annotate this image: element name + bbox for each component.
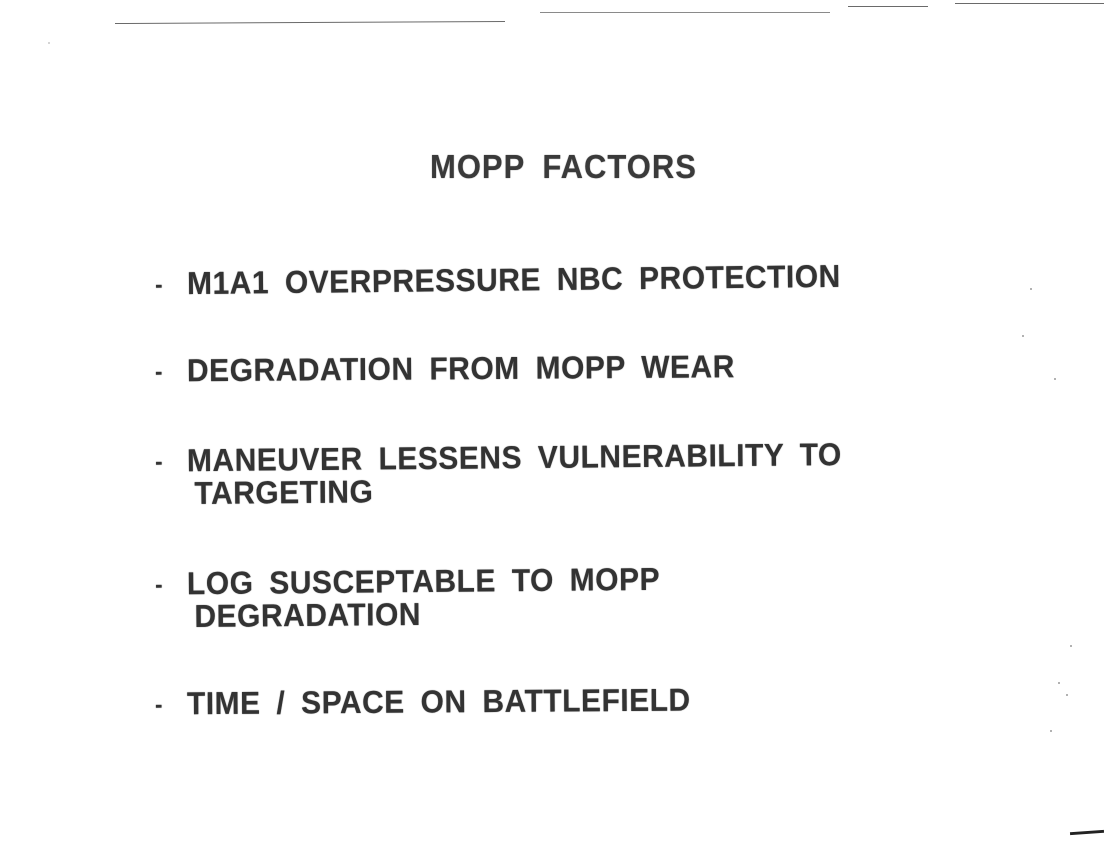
scan-speck	[1050, 730, 1052, 732]
scan-speck	[48, 42, 50, 44]
scan-speck	[1022, 335, 1024, 337]
list-item-text-continued: TARGETING	[194, 474, 374, 512]
scan-edge-line	[955, 3, 1104, 4]
scan-speck	[1030, 288, 1032, 290]
list-item-text-continued: DEGRADATION	[194, 597, 422, 635]
list-item-text: MANEUVER LESSENS VULNERABILITY TO	[186, 437, 842, 479]
scan-speck	[1058, 682, 1060, 684]
list-item-text: LOG SUSCEPTABLE TO MOPP	[186, 562, 661, 602]
bullet-marker: -	[155, 571, 164, 598]
scan-edge-line	[115, 21, 505, 24]
slide-title: MOPP FACTORS	[430, 148, 697, 186]
list-item-text: DEGRADATION FROM MOPP WEAR	[186, 349, 735, 389]
scan-edge-line	[540, 12, 830, 13]
bullet-marker: -	[155, 358, 164, 385]
scan-speck	[1054, 378, 1056, 380]
scan-speck	[1070, 645, 1072, 647]
list-item	[155, 439, 842, 511]
list-item	[155, 684, 691, 721]
list-item	[155, 563, 660, 633]
list-item-text: TIME / SPACE ON BATTLEFIELD	[186, 682, 691, 722]
scan-edge-line	[848, 6, 928, 7]
bullet-marker: -	[155, 448, 164, 475]
bullet-marker: -	[155, 691, 164, 718]
list-item	[155, 351, 735, 388]
scan-corner-mark	[1070, 830, 1104, 835]
list-item	[155, 260, 841, 300]
list-item-text: M1A1 OVERPRESSURE NBC PROTECTION	[186, 259, 841, 302]
scan-speck	[1066, 694, 1068, 696]
bullet-marker: -	[155, 271, 164, 298]
